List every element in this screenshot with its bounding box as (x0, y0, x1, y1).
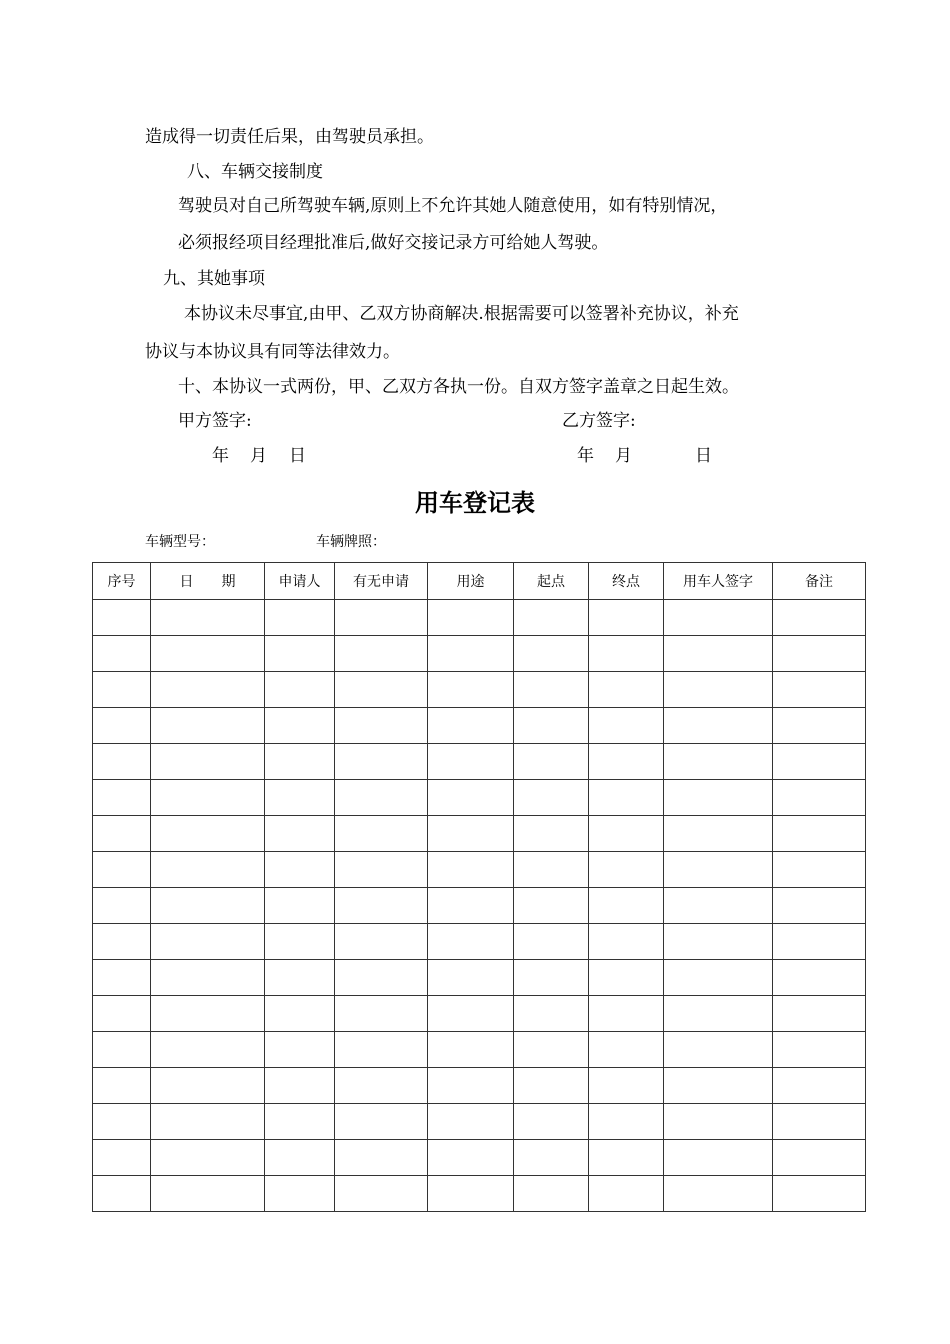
table-cell[interactable] (265, 708, 335, 744)
table-cell[interactable] (589, 996, 664, 1032)
table-cell[interactable] (664, 1104, 773, 1140)
table-cell[interactable] (335, 1140, 428, 1176)
table-cell[interactable] (428, 672, 514, 708)
table-cell[interactable] (151, 672, 265, 708)
table-cell[interactable] (514, 636, 589, 672)
table-cell[interactable] (773, 1068, 866, 1104)
table-cell[interactable] (514, 960, 589, 996)
table-cell[interactable] (773, 672, 866, 708)
table-cell[interactable] (335, 996, 428, 1032)
table-cell[interactable] (93, 1104, 151, 1140)
table-cell[interactable] (428, 852, 514, 888)
table-cell[interactable] (265, 1032, 335, 1068)
table-row (93, 1068, 866, 1104)
table-cell[interactable] (265, 780, 335, 816)
table-cell[interactable] (151, 744, 265, 780)
paragraph-responsibility: 造成得一切责任后果，由驾驶员承担。 (145, 127, 434, 147)
table-cell[interactable] (589, 852, 664, 888)
table-cell[interactable] (93, 600, 151, 636)
column-header: 终点 (589, 563, 664, 600)
table-cell[interactable] (265, 960, 335, 996)
table-cell[interactable] (664, 816, 773, 852)
table-cell[interactable] (514, 780, 589, 816)
table-cell[interactable] (664, 744, 773, 780)
table-cell[interactable] (265, 1176, 335, 1212)
table-cell[interactable] (664, 600, 773, 636)
table-cell[interactable] (93, 708, 151, 744)
table-cell[interactable] (773, 852, 866, 888)
table-cell[interactable] (265, 636, 335, 672)
table-cell[interactable] (265, 996, 335, 1032)
table-cell[interactable] (664, 960, 773, 996)
table-cell[interactable] (664, 996, 773, 1032)
table-cell[interactable] (514, 852, 589, 888)
table-cell[interactable] (773, 1032, 866, 1068)
table-body (93, 600, 866, 1212)
table-cell[interactable] (335, 1176, 428, 1212)
table-cell[interactable] (664, 1140, 773, 1176)
table-cell[interactable] (428, 600, 514, 636)
table-cell[interactable] (335, 708, 428, 744)
table-cell[interactable] (93, 780, 151, 816)
table-cell[interactable] (265, 1140, 335, 1176)
table-cell[interactable] (151, 852, 265, 888)
table-cell[interactable] (773, 960, 866, 996)
table-cell[interactable] (335, 636, 428, 672)
table-cell[interactable] (514, 1140, 589, 1176)
table-row (93, 960, 866, 996)
table-cell[interactable] (589, 924, 664, 960)
vehicle-usage-table (92, 562, 866, 1212)
table-cell[interactable] (151, 1104, 265, 1140)
table-cell[interactable] (589, 600, 664, 636)
table-row (93, 1032, 866, 1068)
table-cell[interactable] (428, 996, 514, 1032)
table-cell[interactable] (428, 744, 514, 780)
heading-vehicle-handover: 八、车辆交接制度 (187, 162, 323, 182)
table-cell[interactable] (514, 888, 589, 924)
table-cell[interactable] (514, 708, 589, 744)
column-header: 用途 (428, 563, 514, 600)
table-cell[interactable] (773, 780, 866, 816)
table-cell[interactable] (151, 1068, 265, 1104)
table-cell[interactable] (589, 1140, 664, 1176)
table-cell[interactable] (93, 960, 151, 996)
table-cell[interactable] (428, 636, 514, 672)
paragraph-handover-2: 必须报经项目经理批准后,做好交接记录方可给她人驾驶。 (178, 233, 609, 253)
table-cell[interactable] (335, 852, 428, 888)
table-row (93, 1104, 866, 1140)
column-header: 用车人签字 (664, 563, 773, 600)
table-cell[interactable] (773, 708, 866, 744)
table-cell[interactable] (514, 996, 589, 1032)
table-cell[interactable] (335, 1104, 428, 1140)
table-cell[interactable] (151, 780, 265, 816)
column-header: 备注 (773, 563, 866, 600)
table-row (93, 780, 866, 816)
table-cell[interactable] (335, 924, 428, 960)
column-header: 有无申请 (335, 563, 428, 600)
table-cell[interactable] (428, 924, 514, 960)
table-cell[interactable] (93, 672, 151, 708)
table-cell[interactable] (664, 852, 773, 888)
paragraph-handover-1: 驾驶员对自己所驾驶车辆,原则上不允许其她人随意使用，如有特别情况， (178, 196, 728, 216)
table-cell[interactable] (151, 816, 265, 852)
table-cell[interactable] (773, 636, 866, 672)
column-header: 申请人 (265, 563, 335, 600)
table-cell[interactable] (335, 780, 428, 816)
table-cell[interactable] (514, 672, 589, 708)
paragraph-copies: 十、本协议一式两份，甲、乙双方各执一份。自双方签字盖章之日起生效。 (178, 377, 739, 397)
table-cell[interactable] (589, 636, 664, 672)
table-cell[interactable] (93, 996, 151, 1032)
table-cell[interactable] (428, 1176, 514, 1212)
table-cell[interactable] (335, 1032, 428, 1068)
table-header-row (93, 563, 866, 600)
table-cell[interactable] (514, 744, 589, 780)
table-cell[interactable] (428, 816, 514, 852)
table-cell[interactable] (428, 1140, 514, 1176)
table-cell[interactable] (428, 1068, 514, 1104)
table-cell[interactable] (151, 1140, 265, 1176)
table-row (93, 636, 866, 672)
table-cell[interactable] (664, 924, 773, 960)
table-cell[interactable] (514, 1068, 589, 1104)
table-cell[interactable] (589, 1068, 664, 1104)
table-cell[interactable] (428, 780, 514, 816)
table-cell[interactable] (335, 744, 428, 780)
table-cell[interactable] (93, 1176, 151, 1212)
table-cell[interactable] (428, 1104, 514, 1140)
license-plate-label: 车辆牌照： (316, 534, 386, 550)
table-cell[interactable] (773, 888, 866, 924)
table-cell[interactable] (93, 1032, 151, 1068)
table-cell[interactable] (514, 924, 589, 960)
table-cell[interactable] (514, 1104, 589, 1140)
table-cell[interactable] (265, 600, 335, 636)
table-cell[interactable] (514, 1032, 589, 1068)
table-cell[interactable] (589, 960, 664, 996)
table-cell[interactable] (664, 1068, 773, 1104)
table-cell[interactable] (93, 1140, 151, 1176)
table-cell[interactable] (428, 960, 514, 996)
table-cell[interactable] (589, 1176, 664, 1212)
table-cell[interactable] (589, 672, 664, 708)
table-cell[interactable] (589, 744, 664, 780)
table-cell[interactable] (514, 1176, 589, 1212)
form-title: 用车登记表 (415, 489, 535, 517)
table-cell[interactable] (335, 888, 428, 924)
table-row (93, 924, 866, 960)
party-a-day: 日 (289, 446, 306, 466)
table-cell[interactable] (151, 996, 265, 1032)
table-row (93, 888, 866, 924)
table-row (93, 600, 866, 636)
table-cell[interactable] (514, 600, 589, 636)
table-cell[interactable] (151, 708, 265, 744)
table-cell[interactable] (93, 636, 151, 672)
column-header: 序号 (93, 563, 151, 600)
table-cell[interactable] (773, 600, 866, 636)
table-cell[interactable] (151, 888, 265, 924)
table-cell[interactable] (773, 1176, 866, 1212)
table-cell[interactable] (93, 1068, 151, 1104)
table-cell[interactable] (514, 816, 589, 852)
table-cell[interactable] (265, 816, 335, 852)
table-cell[interactable] (335, 816, 428, 852)
vehicle-model-label: 车辆型号： (145, 534, 215, 550)
table-cell[interactable] (151, 1176, 265, 1212)
table-cell[interactable] (664, 780, 773, 816)
party-b-day: 日 (695, 446, 712, 466)
table-cell[interactable] (773, 816, 866, 852)
table-cell[interactable] (265, 744, 335, 780)
table-cell[interactable] (265, 924, 335, 960)
table-cell[interactable] (335, 672, 428, 708)
table-cell[interactable] (265, 1104, 335, 1140)
table-cell[interactable] (589, 1104, 664, 1140)
table-cell[interactable] (93, 852, 151, 888)
table-cell[interactable] (773, 924, 866, 960)
table-cell[interactable] (664, 1176, 773, 1212)
table-cell[interactable] (773, 996, 866, 1032)
paragraph-other-1: 本协议未尽事宜,由甲、乙双方协商解决.根据需要可以签署补充协议，补充 (184, 304, 739, 324)
table-cell[interactable] (664, 708, 773, 744)
table-cell[interactable] (664, 888, 773, 924)
table-cell[interactable] (773, 1140, 866, 1176)
table-cell[interactable] (93, 744, 151, 780)
table-row (93, 744, 866, 780)
table-cell[interactable] (335, 960, 428, 996)
table-cell[interactable] (589, 1032, 664, 1068)
table-cell[interactable] (664, 672, 773, 708)
table-cell[interactable] (589, 708, 664, 744)
table-cell[interactable] (151, 924, 265, 960)
table-cell[interactable] (773, 1104, 866, 1140)
paragraph-other-2: 协议与本协议具有同等法律效力。 (145, 342, 400, 362)
table-cell[interactable] (93, 888, 151, 924)
table-cell[interactable] (335, 600, 428, 636)
table-cell[interactable] (664, 636, 773, 672)
table-row (93, 996, 866, 1032)
table-cell[interactable] (93, 816, 151, 852)
party-a-year: 年 (212, 446, 229, 466)
table-cell[interactable] (589, 816, 664, 852)
table-row (93, 708, 866, 744)
table-cell[interactable] (151, 600, 265, 636)
table-cell[interactable] (151, 636, 265, 672)
table-cell[interactable] (773, 744, 866, 780)
table-cell[interactable] (428, 888, 514, 924)
party-b-month: 月 (615, 446, 632, 466)
table-cell[interactable] (265, 672, 335, 708)
table-cell[interactable] (265, 1068, 335, 1104)
heading-other-matters: 九、其她事项 (163, 269, 265, 289)
table-row (93, 672, 866, 708)
table-cell[interactable] (664, 1032, 773, 1068)
column-header: 日 期 (151, 563, 265, 600)
table-cell[interactable] (151, 960, 265, 996)
party-a-signature-label: 甲方签字: (178, 411, 252, 431)
table-cell[interactable] (265, 888, 335, 924)
table-row (93, 1176, 866, 1212)
table-cell[interactable] (151, 1032, 265, 1068)
table-cell[interactable] (428, 708, 514, 744)
table-cell[interactable] (589, 888, 664, 924)
party-b-year: 年 (577, 446, 594, 466)
column-header: 起点 (514, 563, 589, 600)
table-row (93, 852, 866, 888)
table-cell[interactable] (93, 924, 151, 960)
table-row (93, 1140, 866, 1176)
table-cell[interactable] (428, 1032, 514, 1068)
party-a-month: 月 (250, 446, 267, 466)
party-b-signature-label: 乙方签字: (562, 411, 636, 431)
table-cell[interactable] (265, 852, 335, 888)
table-row (93, 816, 866, 852)
table-cell[interactable] (335, 1068, 428, 1104)
table-cell[interactable] (589, 780, 664, 816)
